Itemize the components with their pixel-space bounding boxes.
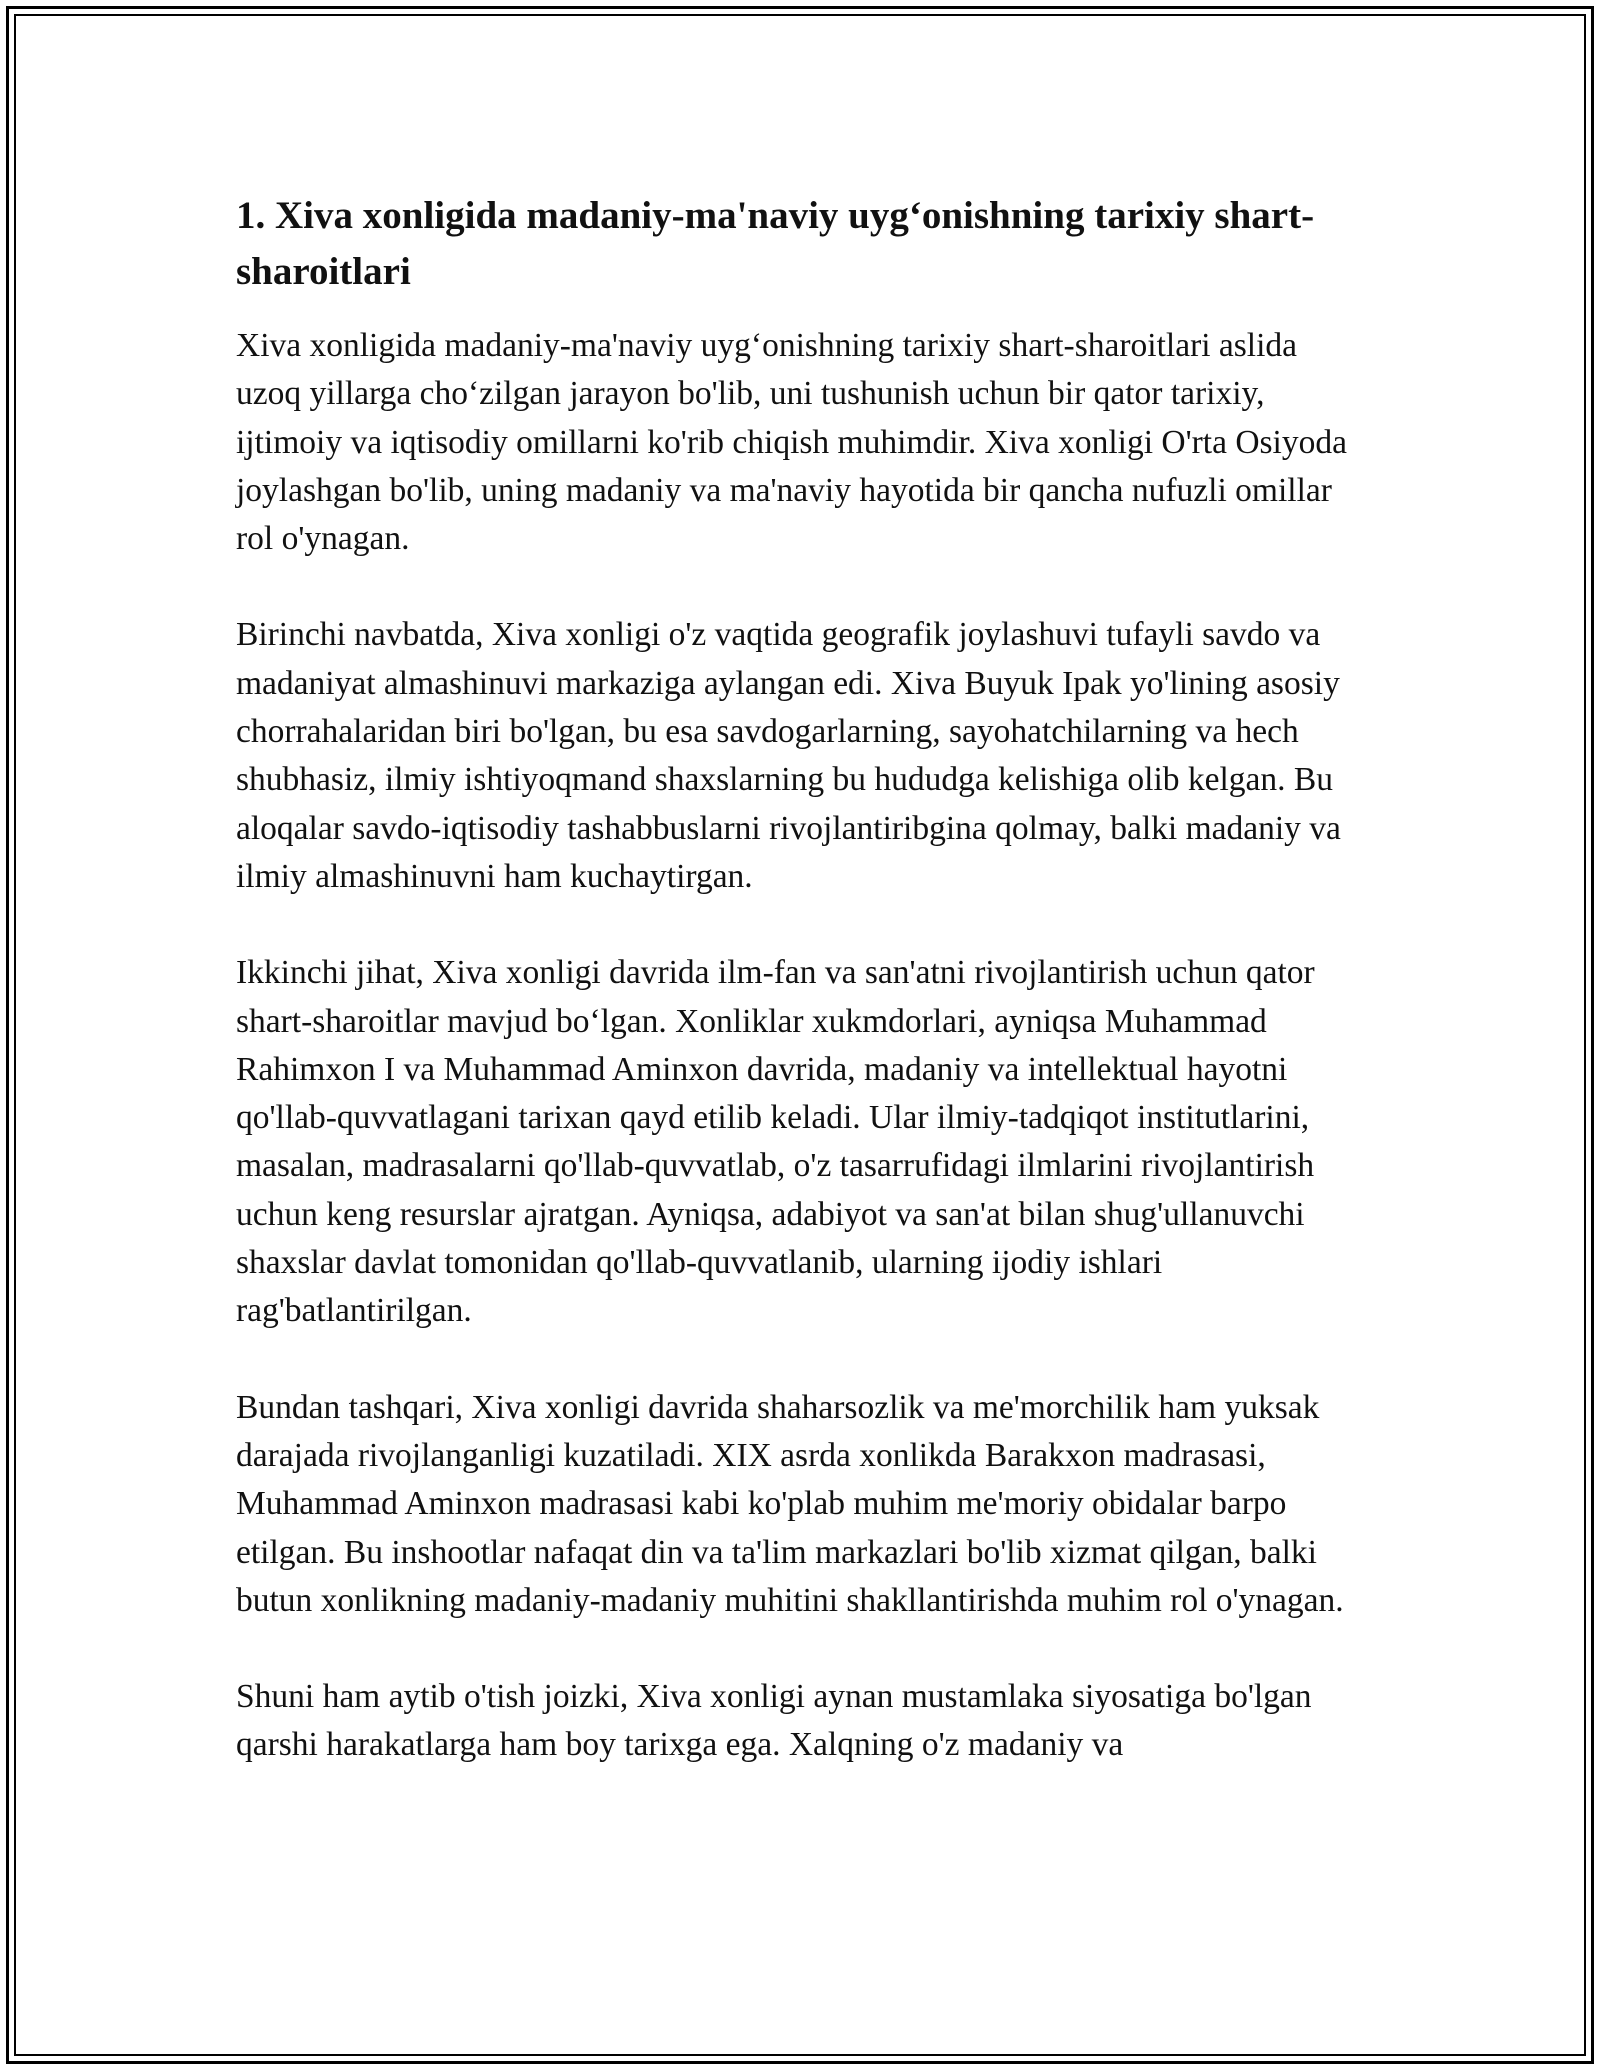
document-body xyxy=(236,188,1364,1818)
paragraph-2: Birinchi navbatda, Xiva xonligi o'z vaqtida geografik joylashuvi tufayli savdo va madaniyat almashinuvi markaziga aylangan edi. Xiva Buyuk Ipak yo'lining asosiy chorrahalaridan biri bo'lgan, bu esa savdogarlarning, sayohatchilarning va hech shubhasiz, ilmiy ishtiyoqmand shaxslarning bu hududga kelishiga olib kelgan. Bu aloqalar savdo-iqtisodiy tashabbuslarni rivojlantiribgina qolmay, balki madaniy va ilmiy almashinuvni ham kuchaytirgan. xyxy=(236,616,1341,895)
paragraph-1: Xiva xonligida madaniy-ma'naviy uyg‘onishning tarixiy shart-sharoitlari aslida uzoq yillarga cho‘zilgan jarayon bo'lib, uni tushunish uchun bir qator tarixiy, ijtimoiy va iqtisodiy omillarni ko'rib chiqish muhimdir. Xiva xonligi O'rta Osiyoda joylashgan bo'lib, uning madaniy va ma'naviy hayotida bir qancha nufuzli omillar rol o'ynagan. xyxy=(236,327,1347,558)
paragraph-5: Shuni ham aytib o'tish joizki, Xiva xonligi aynan mustamlaka siyosatiga bo'lgan qarshi harakatlarga ham boy tarixga ega. Xalqning o'z madaniy va xyxy=(236,1678,1312,1764)
paragraph-3: Ikkinchi jihat, Xiva xonligi davrida ilm-fan va san'atni rivojlantirish uchun qator shart-sharoitlar mavjud bo‘lgan. Xonliklar xukmdorlari, ayniqsa Muhammad Rahimxon I va Muhammad Aminxon davrida, madaniy va intellektual hayotni qo'llab-quvvatlagani tarixan qayd etilib keladi. Ular ilmiy-tadqiqot institutlarini, masalan, madrasalarni qo'llab-quvvatlab, o'z tasarrufidagi ilmlarini rivojlantirish uchun keng resurslar ajratgan. Ayniqsa, adabiyot va san'at bilan shug'ullanuvchi shaxslar davlat tomonidan qo'llab-quvvatlanib, ularning ijodiy ishlari rag'batlantirilgan. xyxy=(236,954,1315,1330)
section-heading: 1. Xiva xonligida madaniy-ma'naviy uyg‘onishning tarixiy shart-sharoitlari xyxy=(236,194,1315,293)
paragraph-4: Bundan tashqari, Xiva xonligi davrida shaharsozlik va me'morchilik ham yuksak darajada rivojlanganligi kuzatiladi. XIX asrda xonlikda Barakxon madrasasi, Muhammad Aminxon madrasasi kabi ko'plab muhim me'moriy obidalar barpo etilgan. Bu inshootlar nafaqat din va ta'lim markazlari bo'lib xizmat qilgan, balki butun xonlikning madaniy-madaniy muhitini shakllantirishda muhim rol o'ynagan. xyxy=(236,1388,1344,1619)
